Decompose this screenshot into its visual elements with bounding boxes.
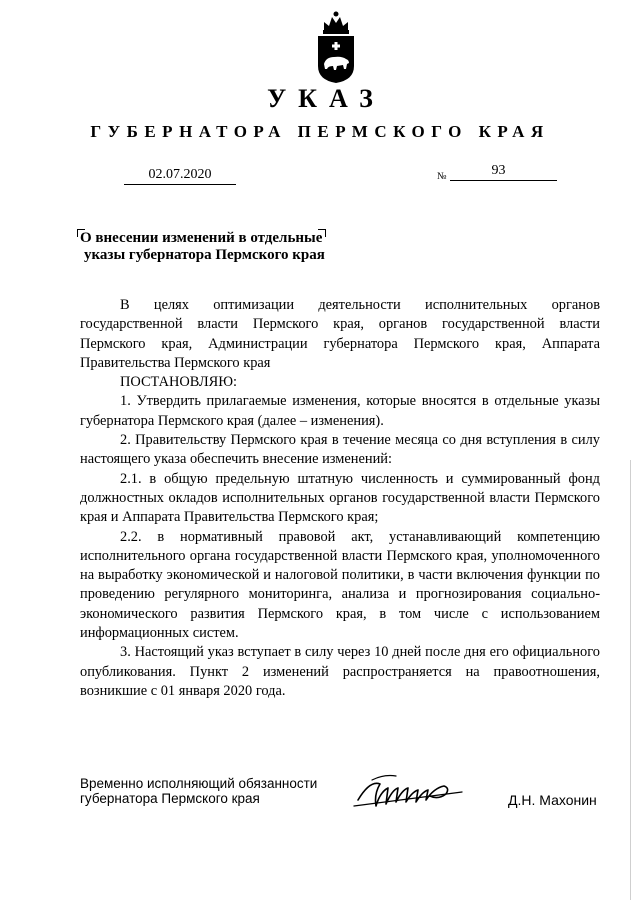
decree-word: ПОСТАНОВЛЯЮ: (120, 374, 238, 391)
preamble-paragraph: В целях оптимизации деятельности исполнительных органов государственной власти Пермского края, органов государственной власти Пермского края, Администрации губернатора Пермского края, Аппарата Правительства Пермского края (80, 297, 600, 371)
signatory-role-line-1: Временно исполняющий обязанности (80, 776, 318, 791)
clause-2-2: 2.2. в нормативный правовой акт, устанавливающий компетенцию исполнительного органа государственной власти Пермского края, уполномоченного на выработку экономической и налоговой политики, в части включения функции по проведению регулярного мониторинга, анализа и прогнозирования социально-экономического развития Пермского края, в том числе с использованием информационных систем. (80, 528, 600, 642)
subject-line-2: указы губернатора Пермского края (84, 247, 325, 263)
decree-date: 02.07.2020 (124, 166, 236, 185)
clause-1: 1. Утвердить прилагаемые изменения, которые вносятся в отдельные указы губернатора Пермского края (далее – изменения). (80, 393, 600, 429)
signatory-name: Д.Н. Махонин (508, 792, 597, 808)
signatory-role (80, 776, 317, 806)
handwritten-signature (350, 770, 475, 816)
clause-3: 3. Настоящий указ вступает в силу через 10 дней после дня его официального опубликования. Пункт 2 изменений распространяется на правоотношения, возникшие с 01 января 2020 года. (80, 644, 600, 699)
signatory-role-line-2: губернатора Пермского края (80, 791, 260, 806)
document-title: УКАЗ (267, 84, 385, 113)
document-subtitle: ГУБЕРНАТОРА ПЕРМСКОГО КРАЯ (90, 122, 550, 141)
subject-line-1: О внесении изменений в отдельные (80, 230, 323, 246)
decree-body (80, 296, 600, 701)
decree-subject (80, 230, 325, 264)
clause-2: 2. Правительству Пермского края в течение месяца со дня вступления в силу настоящего указа обеспечить внесение изменений: (80, 432, 600, 468)
clause-2-1: 2.1. в общую предельную штатную численность и суммированный фонд должностных окладов исполнительных органов государственной власти Пермского края и Аппарата Правительства Пермского края; (80, 470, 600, 526)
number-label: № (437, 171, 447, 182)
scan-edge-line (630, 460, 631, 900)
perm-krai-coat-of-arms-icon (312, 8, 360, 84)
decree-number: 93 (450, 162, 557, 181)
